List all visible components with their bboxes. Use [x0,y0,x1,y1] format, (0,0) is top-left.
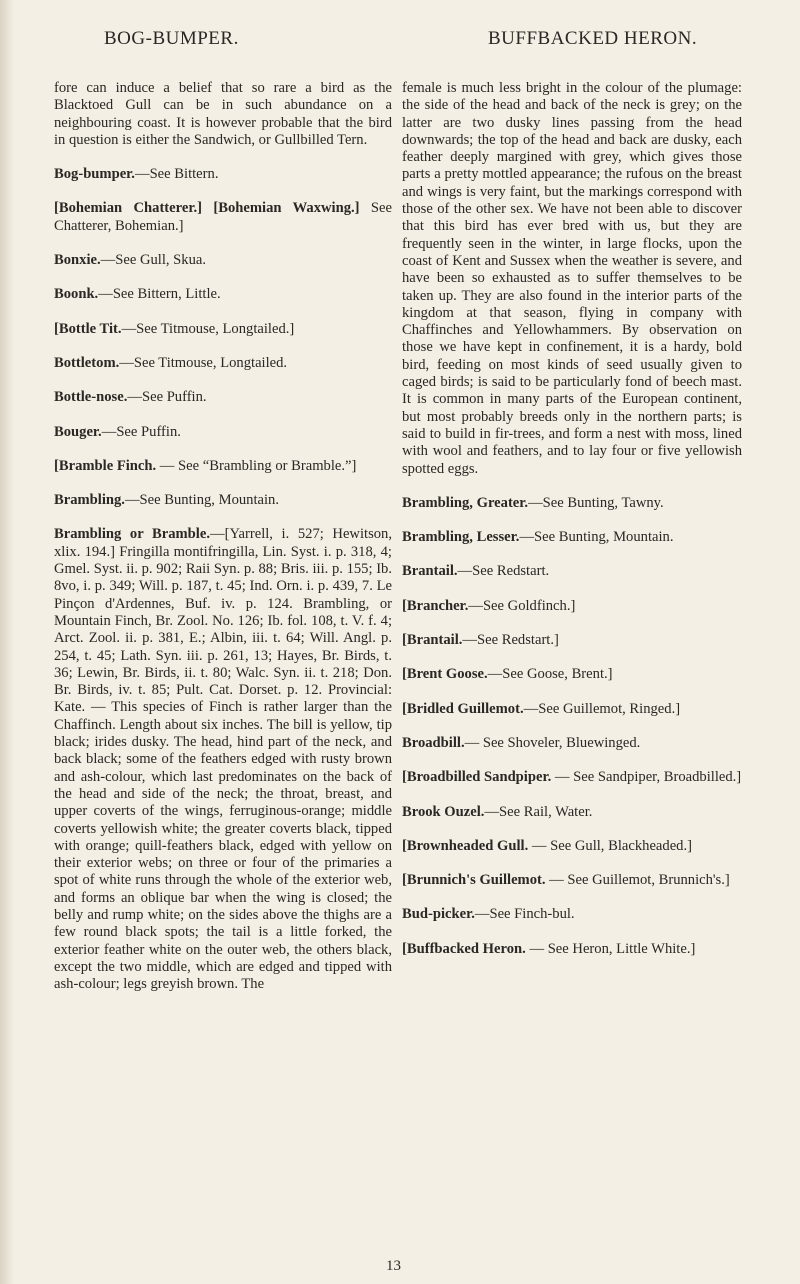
entry-headword: Brook Ouzel. [402,803,485,820]
entry-headword: [Brent Goose. [402,666,488,683]
entry-paragraph: Bonxie.—See Gull, Skua. [54,252,207,269]
entry-paragraph: Brambling.—See Bunting, Mountain. [54,492,279,509]
entry-headword: [Bramble Finch. [54,457,157,474]
entry-paragraph: [Bramble Finch. — See “Brambling or Bramble.”] [54,457,357,474]
entry-paragraph: [Bridled Guillemot.—See Guillemot, Ringed.] [402,700,681,717]
entry-paragraph: Bouger.—See Puffin. [54,423,181,440]
entry-paragraph: Brambling, Greater.—See Bunting, Tawny. [402,494,664,511]
running-head-right: BUFFBACKED HERON. [488,28,698,49]
entry-headword: Bottletom. [54,354,120,371]
entry-headword: Boonk. [54,286,99,303]
entry-headword: [Bridled Guillemot. [402,700,524,717]
entry-paragraph: [Bohemian Chatterer.] [Bohemian Waxwing.] See Chatterer, Bohemian.] [54,200,392,234]
entry-headword: Bog-bumper. [54,166,135,183]
entry-paragraph: Brambling, Lesser.—See Bunting, Mountain. [402,529,674,546]
entry-paragraph: Brook Ouzel.—See Rail, Water. [402,803,593,820]
entry-paragraph: Boonk.—See Bittern, Little. [54,286,221,303]
entry-paragraph: [Brantail.—See Redstart.] [402,632,559,649]
entry-paragraph: [Brunnich's Guillemot. — See Guillemot, Brunnich's.] [402,872,730,889]
entry-paragraph: [Brancher.—See Goldfinch.] [402,597,576,614]
entry-paragraph: [Broadbilled Sandpiper. — See Sandpiper, Broadbilled.] [402,769,742,786]
left-column [54,80,392,1010]
entry-headword: Brambling, Greater. [402,494,529,511]
entry-paragraph: female is much less bright in the colour of the plumage: the side of the head and back of the neck is grey; on the latter are two dusky lines passing from the head downwards; the top of the head and back are dusky, each feather deeply margined with grey, which gives those parts a pretty mottled appearance; the rufous on the breast and wings is very faint, but the markings correspond with those of the other sex. We have not been able to discover that this bird has ever bred with us, but they are frequently seen in the winter, in large flocks, upon the coast of Kent and Sussex when the weather is severe, and have been so exhausted as to suffer themselves to be taken up. They are also found in the interior parts of the kingdom at that season, flying in company with Chaffinches and Yellowhammers. By observation on those we have kept in confinement, it is a hardy, bold bird, feeding on most kinds of seed usually given to caged birds; is said to be particularly fond of beech mast. It is common in many parts of the European continent, but most probably breeds only in the northern parts; is said to build in fir-trees, and form a nest with moss, lined with wool and feathers, and to lay four or five yellowish spotted eggs. [402,80,742,477]
entry-paragraph: [Bottle Tit.—See Titmouse, Longtailed.] [54,320,295,337]
entry-headword: [Brantail. [402,632,463,649]
entry-headword: Brambling or Bramble. [54,526,210,543]
entry-headword: Brambling, Lesser. [402,529,520,546]
running-head-left: BOG-BUMPER. [104,28,239,49]
entry-headword: [Brownheaded Gull. [402,837,529,854]
entry-paragraph: Broadbill.— See Shoveler, Bluewinged. [402,734,641,751]
entry-headword: Bud-picker. [402,906,475,923]
entry-paragraph: fore can induce a belief that so rare a bird as the Blacktoed Gull can be in such abundance on a neighbouring coast. It is however probable that the bird in question is either the Sandwich, or Gullbilled Tern. [54,80,392,148]
page-number: 13 [386,1258,401,1274]
entry-paragraph: Bottle-nose.—See Puffin. [54,389,207,406]
entry-headword: [Buffbacked Heron. [402,940,526,957]
entry-paragraph: [Buffbacked Heron. — See Heron, Little White.] [402,940,696,957]
entry-headword: Brantail. [402,563,458,580]
entry-paragraph: Brambling or Bramble.—[Yarrell, i. 527; Hewitson, xlix. 194.] Fringilla montifringilla, Lin. Syst. i. p. 318, 4; Gmel. Syst. ii. p. 902; Raii Syn. p. 88; Bris. iii. p. 155; Ib. 8vo, i. p. 349; Will. p. 187, t. 45; Ind. Orn. i. p. 439, 7. Le Pinçon d'Ardennes, Buf. iv. p. 124. Brambling, or Mountain Finch, Br. Zool. No. 126; Ib. fol. 108, t. V. f. 4; Arct. Zool. ii. p. 381, E.; Albin, iii. t. 64; Will. Angl. p. 254, t. 45; Lath. Syn. iii. p. 261, 13; Hayes, Br. Birds, t. 36; Lewin, Br. Birds, ii. t. 80; Walc. Syn. ii. t. 218; Don. Br. Birds, iv. t. 85; Pult. Cat. Dorset. p. 12. Provincial: Kate. — This species of Finch is rather larger than the Chaffinch. Length about six inches. The bill is yellow, tip black; irides dusky. The head, hind part of the neck, and back black; some of the feathers edged with rusty brown and ash-colour, which last predominates on the back of the head and side of the neck; the throat, breast, and upper coverts of the wings, ferruginous-orange; middle coverts yellowish white; the greater coverts black, tipped with orange; quill-feathers black, edged with yellow on their exterior webs; on three or four of the primaries a spot of white runs through the whole of the exterior web, and forms an oblique bar when the wing is closed; the belly and rump white; on the sides above the thighs are a few round black spots; the tail is a little forked, the exterior feather white on the outer web, the others black, except the two middle, which are edged and tipped with ash-colour; legs greyish brown. The [54,526,392,993]
entry-headword: [Bohemian Chatterer.] [Bohemian Waxwing.] [54,200,360,217]
entry-paragraph: [Brownheaded Gull. — See Gull, Blackheaded.] [402,837,692,854]
entry-paragraph: Bottletom.—See Titmouse, Longtailed. [54,354,288,371]
entry-headword: [Broadbilled Sandpiper. [402,769,552,786]
entry-headword: [Bottle Tit. [54,320,122,337]
entry-headword: [Brancher. [402,597,469,614]
entry-paragraph: Bud-picker.—See Finch-bul. [402,906,575,923]
entry-headword: Bouger. [54,423,102,440]
entry-headword: Bonxie. [54,252,101,269]
entry-paragraph: Bog-bumper.—See Bittern. [54,166,219,183]
page-binding-shadow [0,0,14,1284]
entry-paragraph: [Brent Goose.—See Goose, Brent.] [402,666,613,683]
entry-headword: [Brunnich's Guillemot. [402,872,546,889]
entry-paragraph: Brantail.—See Redstart. [402,563,550,580]
entry-headword: Bottle-nose. [54,389,128,406]
entry-headword: Brambling. [54,492,125,509]
entry-headword: Broadbill. [402,734,465,751]
right-column [402,80,742,975]
